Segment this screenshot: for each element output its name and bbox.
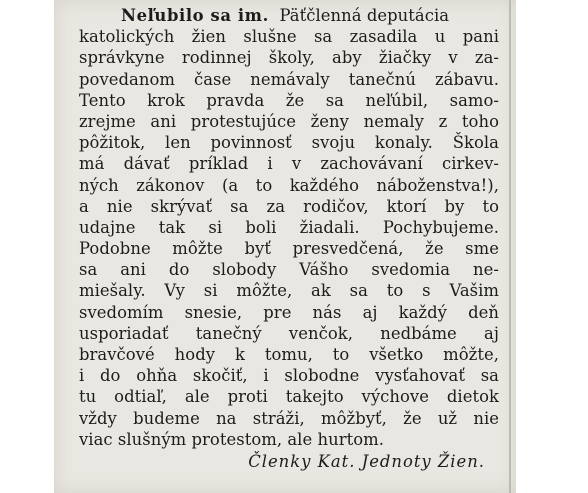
article-line: bravčové hody k tomu, to všetko môžte, <box>79 345 499 364</box>
article-body <box>79 5 499 472</box>
article-line: zrejme ani protestujúce ženy nemaly z toho <box>79 111 499 131</box>
article-line: vždy budeme na stráži, môžbyť, že už nie <box>79 408 499 428</box>
column-rule <box>509 0 511 493</box>
article-headline: Neľubilo sa im. <box>121 6 269 25</box>
article-signature: Členky Kat. Jednoty Žien. <box>248 451 485 471</box>
article-line: Päťčlenná deputácia <box>279 6 450 25</box>
article-line: tu odtiaľ, ale proti takejto výchove dietok <box>79 387 499 407</box>
article-line: svedomím snesie, pre nás aj každý deň <box>79 302 499 322</box>
article-line: i do ohňa skočiť, i slobodne vysťahovať sa <box>79 366 499 386</box>
article-first-line <box>79 5 499 26</box>
article-line: usporiadať tanečný venčok, nedbáme aj <box>79 323 499 343</box>
article-line: katolických žien slušne sa zasadila u pani <box>79 27 499 47</box>
article-line: pôžitok, len povinnosť svoju konaly. Škola <box>79 133 499 153</box>
article-line: sa ani do slobody Vášho svedomia ne- <box>79 260 499 280</box>
article-line: správkyne rodinnej školy, aby žiačky v za- <box>79 48 499 68</box>
article-line: udajne tak si boli žiadali. Pochybujeme. <box>79 217 499 237</box>
article-line: a nie skrývať sa za rodičov, ktorí by to <box>79 196 499 216</box>
article-line: ných zákonov (a to každého náboženstva!), <box>79 175 499 195</box>
article-line: Podobne môžte byť presvedčená, že sme <box>79 239 499 259</box>
article-line: má dávať príklad i v zachovávaní cirkev- <box>79 154 499 174</box>
article-line: miešaly. Vy si môžte, ak sa to s Vašim <box>79 281 499 301</box>
article-line: viac slušným protestom, ale hurtom. <box>79 429 384 449</box>
article-line: povedanom čase nemávaly tanečnú zábavu. <box>79 69 499 89</box>
article-line: Tento krok pravda že sa neľúbil, samo- <box>79 90 499 110</box>
